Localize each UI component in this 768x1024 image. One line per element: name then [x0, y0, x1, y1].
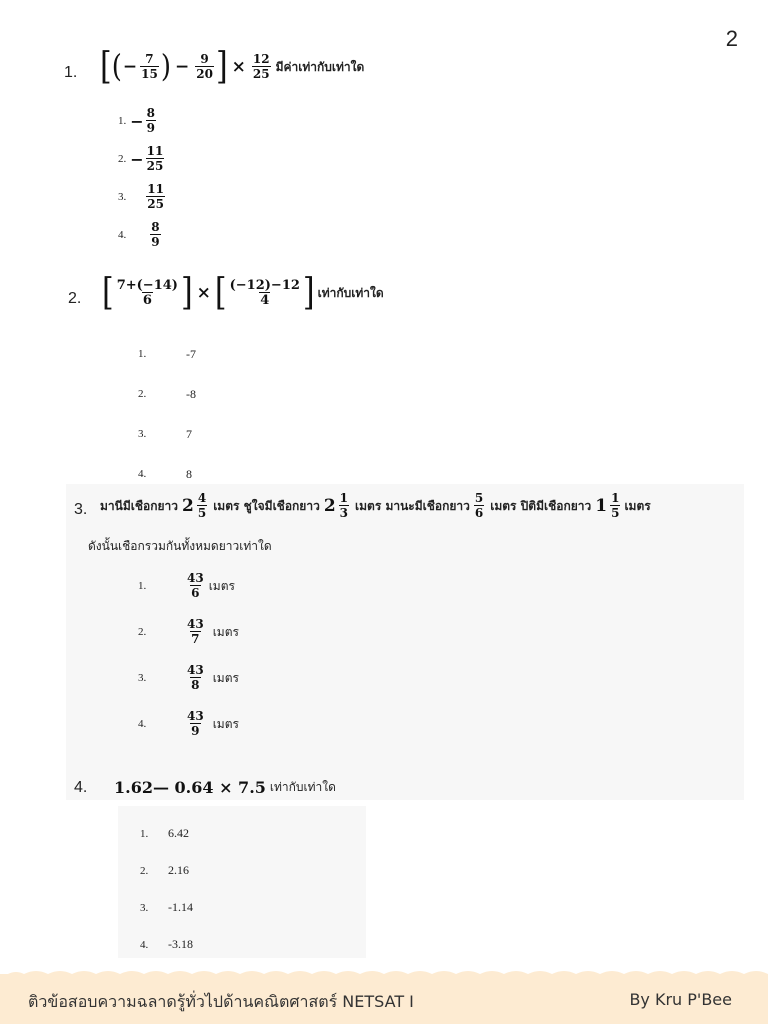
- footer-author: By Kru P'Bee: [629, 990, 732, 1009]
- q3-text-4: เมตร ปิติมีเชือกยาว: [490, 498, 592, 513]
- option-number: 4.: [138, 718, 147, 730]
- q2-fraction-b: $\frac{(-12)-12}{4}$: [229, 278, 300, 308]
- option-number: 3.: [138, 672, 147, 684]
- q2-expression: [ $\frac{7+(-14)}{6}$ ] × [ $\frac{(-12)-12}{4}$ ] เท่ากับเท่าใด: [102, 270, 384, 315]
- q1-fraction-a: $\frac{7}{15}$: [141, 52, 158, 81]
- q3-mixed-4-whole: 1: [595, 496, 608, 516]
- option-number: 4.: [138, 468, 147, 480]
- q3-options: [138, 563, 239, 747]
- q3-sentence: มานีมีเชือกยาว 2 $\frac{4}{5}$ เมตร ชูใจมีเชือกยาว 2 $\frac{1}{3}$ เมตร มานะมีเชือกยาว $\frac{5}{6}$ เมตร ปิติมีเชือกยาว 1 $\frac{1}{5}$ เมตร: [100, 491, 651, 520]
- option-value: -7: [186, 346, 196, 361]
- option-number: 2.: [140, 864, 149, 877]
- q3-option-2[interactable]: 2. $\frac{43}{7}$ เมตร: [138, 617, 239, 646]
- q3-mixed-2-whole: 2: [323, 496, 336, 516]
- option-number: 1.: [138, 580, 147, 592]
- q2-option-3[interactable]: [138, 414, 196, 454]
- option-unit: เมตร: [212, 716, 239, 731]
- q1-expression: [ ( − $\frac{7}{15}$ ) − $\frac{9}{20}$ ] × $\frac{12}{25}$ มีค่าเท่ากับเท่าใด: [100, 44, 365, 89]
- option-value: -1.14: [168, 900, 193, 914]
- q3-text-2: เมตร ชูใจมีเชือกยาว: [213, 498, 320, 513]
- q4-option-3[interactable]: [140, 889, 193, 926]
- option-unit: เมตร: [212, 670, 239, 685]
- option-value: 7: [186, 426, 192, 441]
- q1-option-3[interactable]: 3. $\frac{11}{25}$: [118, 182, 164, 211]
- q4-option-1[interactable]: [140, 815, 193, 852]
- q3-option-3[interactable]: 3. $\frac{43}{8}$ เมตร: [138, 663, 239, 692]
- q3-text-5: เมตร: [624, 498, 651, 513]
- q3-question-line-2: ดังนั้นเชือกรวมกันทั้งหมดยาวเท่าใด: [88, 539, 272, 553]
- option-sign: −: [130, 149, 144, 169]
- option-number: 4.: [140, 938, 149, 951]
- q4-option-4[interactable]: [140, 926, 193, 963]
- q2-number: 2.: [68, 290, 82, 307]
- q4-question-text: เท่ากับเท่าใด: [269, 780, 336, 794]
- option-value: 8: [186, 466, 192, 481]
- q1-fraction-b: $\frac{9}{20}$: [196, 52, 213, 81]
- q1-number: 1.: [64, 64, 78, 81]
- q3-option-1[interactable]: 1. $\frac{43}{6}$ เมตร: [138, 571, 235, 600]
- q1-question-text: มีค่าเท่ากับเท่าใด: [275, 59, 365, 74]
- option-number: 2.: [138, 388, 147, 400]
- option-number: 2.: [138, 626, 147, 638]
- q1-option-2[interactable]: 2. − $\frac{11}{25}$: [118, 144, 164, 173]
- q3-number: 3.: [74, 501, 88, 518]
- option-sign: −: [130, 111, 144, 131]
- option-number: 3.: [140, 901, 149, 914]
- q2-question-text: เท่ากับเท่าใด: [317, 285, 384, 300]
- q2-option-1[interactable]: [138, 334, 196, 374]
- q1-option-4[interactable]: 4. $\frac{8}{9}$: [118, 220, 160, 249]
- q4-option-2[interactable]: [140, 852, 193, 889]
- q3-text-1: มานีมีเชือกยาว: [100, 498, 178, 513]
- footer-title: ติวข้อสอบความฉลาดรู้ทั่วไปด้านคณิตศาสตร์ NETSAT I: [28, 992, 414, 1011]
- q1-options: [118, 102, 167, 254]
- q4-expression-text: 1.62— 0.64 × 7.5: [114, 778, 266, 797]
- q2-option-2[interactable]: [138, 374, 196, 414]
- option-unit: เมตร: [212, 624, 239, 639]
- q1-fraction-c: $\frac{12}{25}$: [252, 52, 270, 81]
- option-number: 4.: [118, 229, 127, 241]
- option-number: 1.: [140, 827, 149, 840]
- option-value: -3.18: [168, 937, 193, 951]
- q3-mixed-1-whole: 2: [182, 496, 194, 516]
- q4-expression: [114, 778, 336, 797]
- option-number: 1.: [138, 348, 147, 360]
- q1-option-1[interactable]: 1. − $\frac{8}{9}$: [118, 106, 156, 135]
- option-value: -8: [186, 386, 196, 401]
- page-number: 2: [725, 26, 738, 51]
- q3-option-4[interactable]: 4. $\frac{43}{9}$ เมตร: [138, 709, 239, 738]
- option-value: 2.16: [168, 863, 189, 877]
- option-number: 3.: [138, 428, 147, 440]
- option-number: 1.: [118, 115, 127, 127]
- q2-fraction-a: $\frac{7+(-14)}{6}$: [116, 278, 178, 308]
- footer-wave-edge: [0, 966, 768, 980]
- option-number: 2.: [118, 153, 127, 165]
- option-number: 3.: [118, 191, 127, 203]
- q3-text-3: เมตร มานะมีเชือกยาว: [355, 498, 470, 513]
- q4-options: [140, 815, 193, 963]
- option-unit: เมตร: [208, 578, 235, 593]
- q4-number: 4.: [74, 779, 88, 796]
- option-value: 6.42: [168, 826, 189, 840]
- q2-options: [138, 334, 196, 494]
